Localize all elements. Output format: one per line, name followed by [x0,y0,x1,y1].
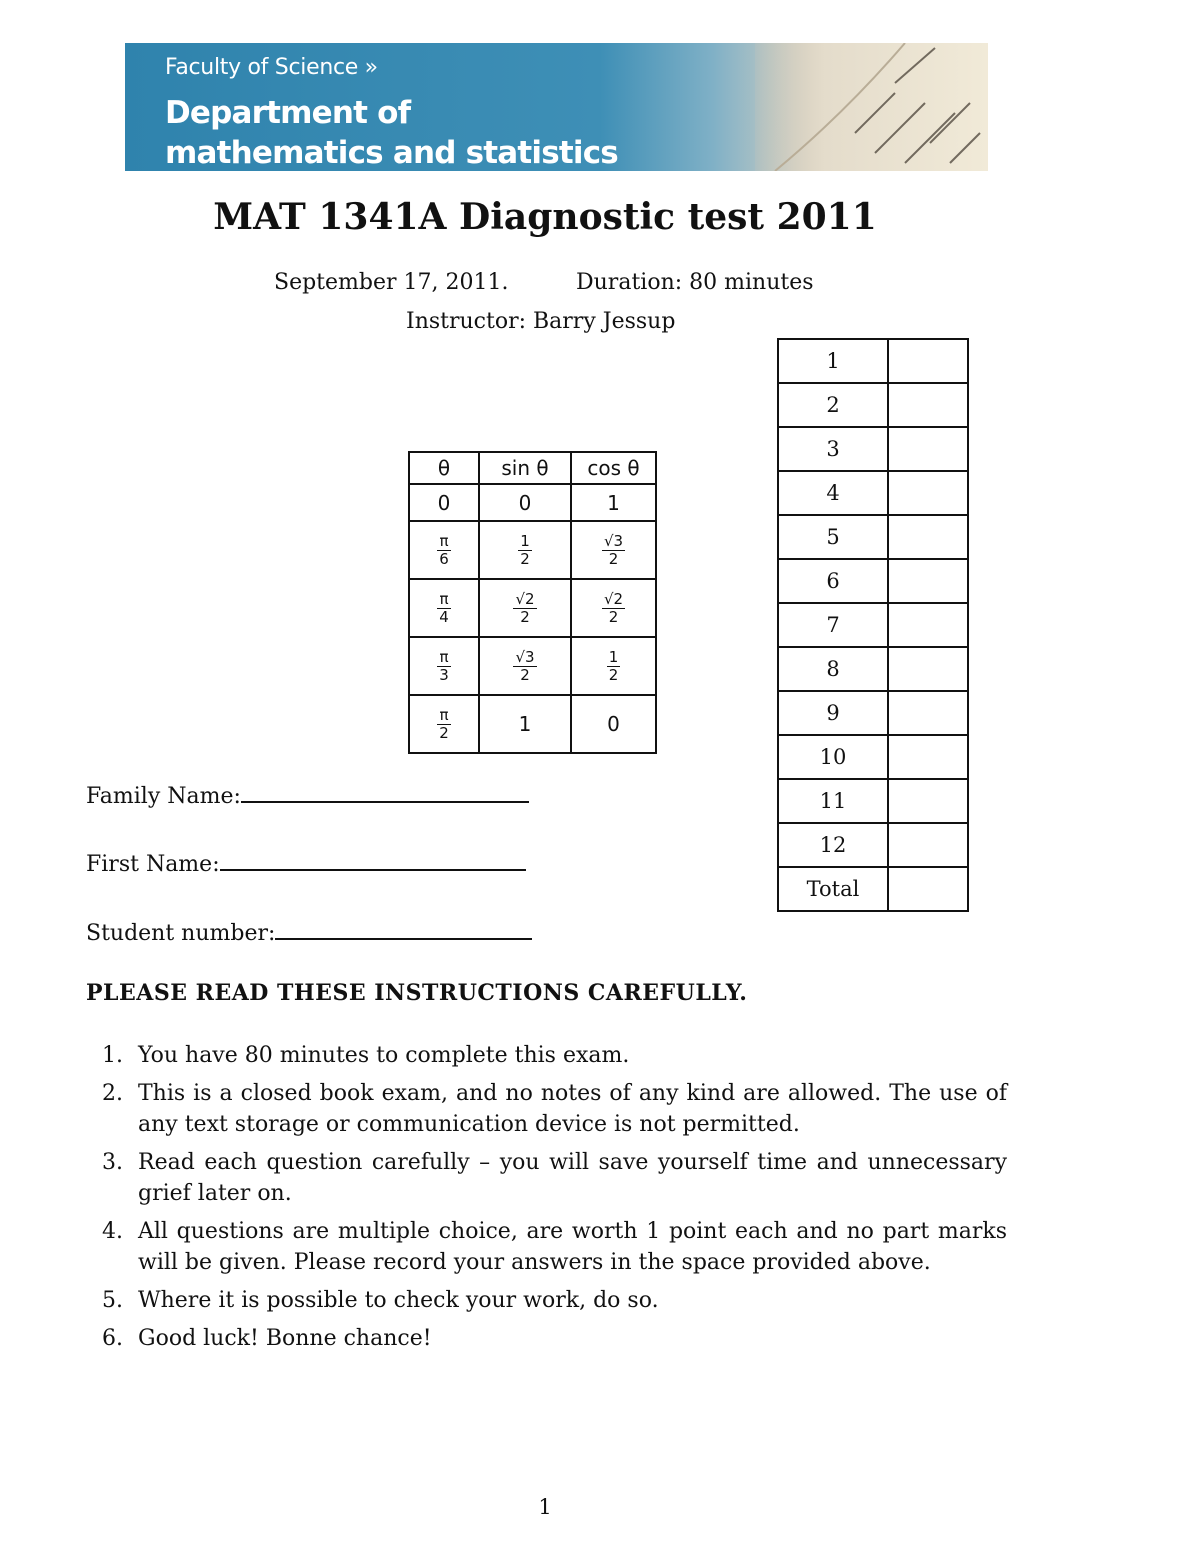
question-number: Total [778,867,888,911]
answer-box[interactable] [888,471,968,515]
page-number: 1 [538,1495,552,1519]
fraction [602,533,625,568]
score-row [778,515,968,559]
score-row [778,735,968,779]
fraction [602,591,625,626]
fraction-numerator: 1 [608,647,619,666]
fraction-numerator: 1 [520,531,530,550]
question-number: 9 [778,691,888,735]
trig-cell [571,579,656,637]
fraction-denominator: 4 [439,607,449,626]
answer-box[interactable] [888,515,968,559]
fraction [513,591,536,626]
trig-cell [571,637,656,695]
trig-cell [409,695,479,753]
question-number: 5 [778,515,888,559]
trig-cell [409,637,479,695]
fraction-numerator: √2 [603,589,624,608]
score-row [778,823,968,867]
fraction-denominator: 2 [520,549,530,568]
banner-faculty-text: Faculty of Science » [165,55,378,80]
score-row [778,603,968,647]
score-row [778,779,968,823]
answer-box[interactable] [888,383,968,427]
score-row [778,647,968,691]
trig-header-cell: θ [409,452,479,484]
score-row [778,691,968,735]
math-paper-image [755,43,988,171]
trig-row [409,521,656,579]
first-name-field[interactable] [86,845,526,877]
trig-cell: 1 [479,695,571,753]
fraction [437,591,450,626]
trig-header-row [409,452,656,484]
banner-department-text [165,93,618,171]
trig-cell [409,579,479,637]
trig-cell: 0 [571,695,656,753]
exam-date: September 17, 2011. [274,270,509,295]
trig-cell: 0 [409,484,479,521]
fraction [437,649,450,684]
score-row [778,559,968,603]
instruction-item: 4. All questions are multiple choice, are worth 1 point each and no part marks will be given. Please record your answers in the space provided above. [102,1219,1007,1275]
banner-dept-line1: Department of [165,95,411,131]
exam-duration: Duration: 80 minutes [576,270,814,295]
fraction-denominator: 2 [520,607,530,626]
fraction-denominator: 6 [439,549,449,568]
first-name-line[interactable] [220,845,526,871]
fraction-numerator: π [439,705,449,724]
answer-box[interactable] [888,427,968,471]
fraction-denominator: 2 [608,607,619,626]
fraction [513,649,536,684]
answer-box[interactable] [888,779,968,823]
instruction-item: 3. Read each question carefully – you will save yourself time and unnecessary grief later on. [102,1150,1007,1206]
fraction-denominator: 2 [520,665,530,684]
fraction-numerator: √3 [515,647,535,666]
score-table [777,338,969,912]
instruction-item: 6. Good luck! Bonne chance! [102,1326,432,1351]
instruction-item: 5. Where it is possible to check your work, do so. [102,1288,659,1313]
question-number: 11 [778,779,888,823]
page-title: MAT 1341A Diagnostic test 2011 [213,196,877,238]
student-number-label: Student number: [86,921,276,946]
instruction-item: 2. This is a closed book exam, and no notes of any kind are allowed. The use of any text storage or communication device is not permitted. [102,1081,1007,1137]
trig-header-cell: cos θ [571,452,656,484]
answer-box[interactable] [888,647,968,691]
score-row [778,339,968,383]
fraction-denominator: 2 [608,665,619,684]
department-banner [125,43,988,171]
first-name-label: First Name: [86,852,220,877]
trig-cell [571,521,656,579]
question-number: 12 [778,823,888,867]
student-number-field[interactable] [86,914,532,946]
fraction-numerator: π [439,589,449,608]
trig-values-table [408,451,657,754]
score-row [778,383,968,427]
question-number: 3 [778,427,888,471]
question-number: 1 [778,339,888,383]
question-number: 10 [778,735,888,779]
family-name-line[interactable] [241,777,529,803]
exam-instructor: Instructor: Barry Jessup [406,309,676,334]
instruction-item: 1. You have 80 minutes to complete this exam. [102,1043,630,1068]
trig-row [409,695,656,753]
trig-row [409,579,656,637]
fraction-denominator: 2 [439,723,449,742]
answer-box[interactable] [888,559,968,603]
answer-box[interactable] [888,823,968,867]
family-name-label: Family Name: [86,784,241,809]
score-row [778,427,968,471]
answer-box[interactable] [888,603,968,647]
fraction-denominator: 3 [439,665,449,684]
score-row [778,867,968,911]
score-row [778,471,968,515]
fraction [437,533,450,568]
fraction-numerator: √2 [515,589,535,608]
trig-cell [479,637,571,695]
question-number: 4 [778,471,888,515]
question-number: 2 [778,383,888,427]
fraction-numerator: π [439,531,449,550]
fraction [518,533,532,568]
trig-row [409,637,656,695]
trig-cell [409,521,479,579]
answer-box[interactable] [888,735,968,779]
trig-cell: 0 [479,484,571,521]
student-number-line[interactable] [275,914,532,940]
instructions-heading: PLEASE READ THESE INSTRUCTIONS CAREFULLY. [86,980,748,1006]
trig-cell: 1 [571,484,656,521]
fraction-numerator: π [439,647,449,666]
instructions-list [102,1040,1007,1361]
trig-header-cell: sin θ [479,452,571,484]
fraction-numerator: √3 [603,531,624,550]
answer-box[interactable] [888,691,968,735]
answer-box[interactable] [888,339,968,383]
trig-row [409,484,656,521]
answer-box[interactable] [888,867,968,911]
trig-cell [479,579,571,637]
fraction-denominator: 2 [608,549,619,568]
trig-cell [479,521,571,579]
fraction [437,707,450,742]
fraction [607,649,621,684]
question-number: 6 [778,559,888,603]
banner-dept-line2: mathematics and statistics [165,135,618,171]
family-name-field[interactable] [86,777,529,809]
question-number: 8 [778,647,888,691]
question-number: 7 [778,603,888,647]
